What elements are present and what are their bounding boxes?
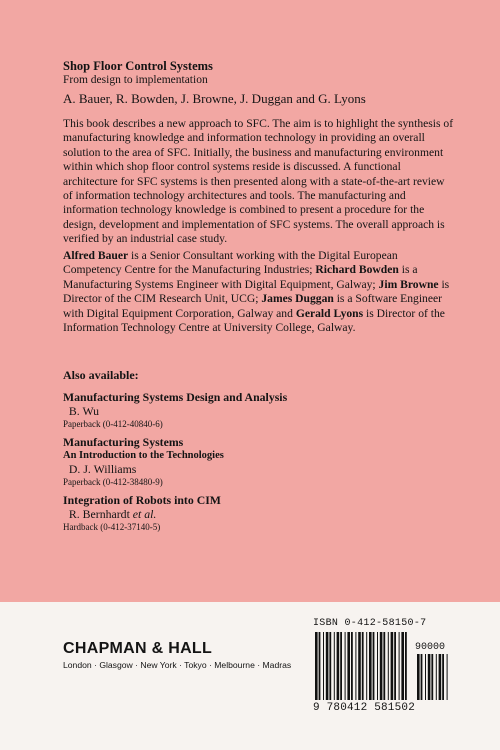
related-book-subtitle: An Introduction to the Technologies [63,450,224,461]
book-subtitle: From design to implementation [63,74,208,86]
publisher-panel [0,602,500,750]
publisher-name: CHAPMAN & HALL [63,640,213,657]
author-biographies [63,249,455,335]
bio-name: James Duggan [261,292,334,306]
book-authors: A. Bauer, R. Bowden, J. Browne, J. Duggan and G. Lyons [63,91,366,106]
book-title: Shop Floor Control Systems [63,59,213,73]
bio-name: Richard Bowden [315,263,399,277]
related-book-author: D. J. Williams [68,462,137,476]
bio-text: is a Manufacturing Systems Engineer with Digital Equipment, Galway; [63,263,418,291]
bio-text: is a Software Engineer with Digital Equipment Corporation, Galway and [63,292,442,320]
related-book-title: Manufacturing Systems [63,435,184,449]
related-book-title: Manufacturing Systems Design and Analysis [63,390,288,404]
barcode-area [313,632,453,717]
bio-text: is a Senior Consultant working with the Digital European Competency Centre for the Manufacturing Industries; [63,249,398,277]
bio-name: Jim Browne [378,277,439,291]
book-description: This book describes a new approach to SFC. The aim is to highlight the synthesis of manufacturing knowledge and information technology in providing an overall solution to the area of SFC. Initially, the business and manufacturing environment within which shop floor control systems reside is discussed. A functional architecture for SFC systems is then presented along with a state-of-the-art review of information technology architectures and tools. The manufacturing and information technology knowledge is combined to present a procedure for the design, development and implementation of SFC systems. The overall approach is verified by an industrial case study. [63,117,454,246]
related-book-title: Integration of Robots into CIM [63,493,221,507]
bio-text: is Director of the Information Technology Centre at University College, Galway. [63,306,445,335]
related-book-edition: Paperback (0-412-38480-9) [63,477,163,487]
list-item [63,390,453,430]
related-book-author: R. Bernhardt et al. [68,507,157,521]
related-book-edition: Paperback (0-412-40840-6) [63,419,163,429]
bio-name: Alfred Bauer [63,249,129,262]
bio-text: is Director of the CIM Research Unit, UCG; [63,277,450,306]
also-available-list [63,390,453,538]
bio-name: Gerald Lyons [295,306,364,320]
list-item [63,493,453,533]
related-book-author: B. Wu [68,404,100,418]
ean-number: 9 780412 581502 [313,702,416,714]
also-available-heading: Also available: [63,368,139,382]
price-code: 90000 [415,642,446,653]
ean-barcode [313,632,413,702]
isbn-label: ISBN 0-412-58150-7 [313,618,427,629]
related-book-edition: Hardback (0-412-37140-5) [63,522,161,532]
publisher-cities: London · Glasgow · New York · Tokyo · Melbourne · Madras [63,660,292,670]
list-item [63,435,453,488]
